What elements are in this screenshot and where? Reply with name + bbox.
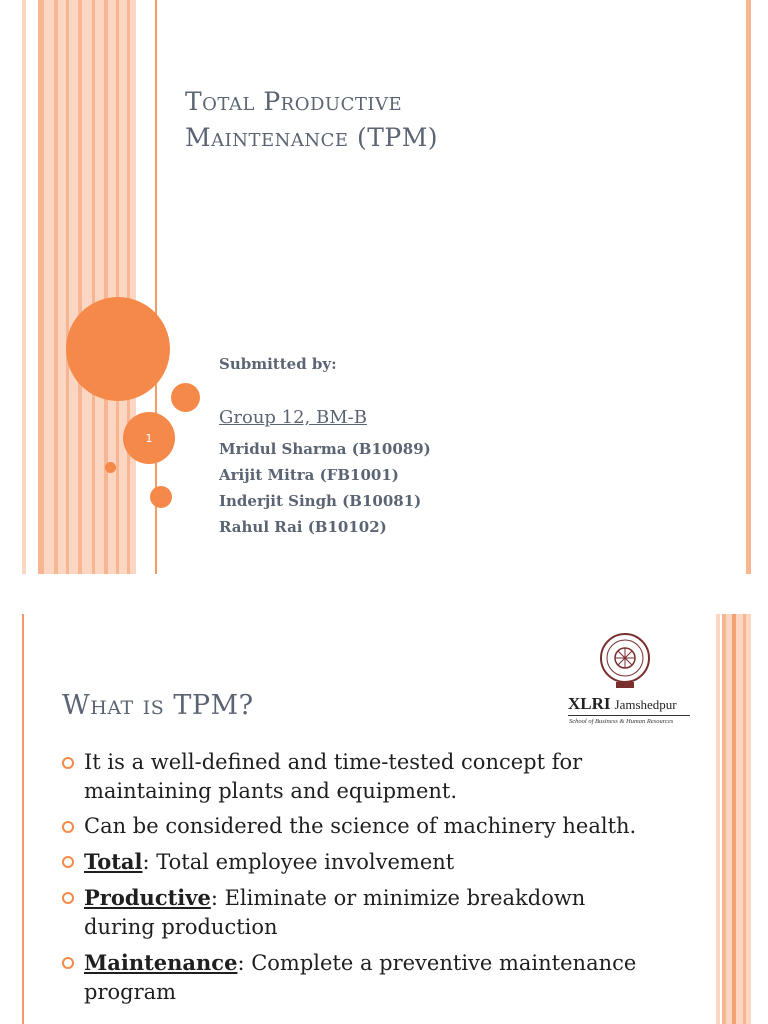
ring-bullet-icon xyxy=(62,856,74,868)
stripe-divider xyxy=(22,614,24,1024)
logo-divider xyxy=(568,715,690,716)
bullet-list xyxy=(62,748,662,1013)
bullet-term: Maintenance xyxy=(84,950,238,975)
member-item: Rahul Rai (B10102) xyxy=(219,518,387,536)
stripe-decoration xyxy=(22,0,26,574)
ring-bullet-icon xyxy=(62,957,74,969)
stripe-decoration xyxy=(95,0,104,574)
logo-wordmark xyxy=(568,694,677,714)
member-item: Arijit Mitra (FB1001) xyxy=(219,466,399,484)
slide-title: What is TPM? xyxy=(62,690,254,721)
list-item xyxy=(62,883,662,942)
stripe-decoration xyxy=(746,614,751,1024)
stripe-decoration xyxy=(44,0,54,574)
submitted-by-label: Submitted by: xyxy=(219,355,337,373)
bullet-term: Productive xyxy=(84,885,211,910)
bullet-term: Total xyxy=(84,849,143,874)
large-circle-decoration xyxy=(66,297,170,401)
stripe-decoration xyxy=(108,0,116,574)
stripe-decoration xyxy=(746,0,751,574)
list-item xyxy=(62,948,662,1007)
xlri-logo xyxy=(566,630,692,730)
member-item: Mridul Sharma (B10089) xyxy=(219,440,431,458)
circle-decoration xyxy=(105,462,116,473)
bullet-text: : Total employee involvement xyxy=(142,850,455,874)
stripe-decoration xyxy=(58,0,66,574)
stripe-decoration xyxy=(82,0,92,574)
member-item: Inderjit Singh (B10081) xyxy=(219,492,422,510)
ring-bullet-icon xyxy=(62,757,74,769)
member-list xyxy=(219,436,431,540)
stripe-decoration xyxy=(130,0,136,574)
stripe-decoration xyxy=(716,614,720,1024)
group-label: Group 12, BM-B xyxy=(219,407,367,428)
content-slide xyxy=(0,614,768,1024)
list-item xyxy=(62,847,662,877)
ring-bullet-icon xyxy=(62,821,74,833)
bullet-text: : Eliminate or minimize breakdown during production xyxy=(84,886,586,939)
list-item xyxy=(62,748,662,806)
ring-bullet-icon xyxy=(62,892,74,904)
slide-title xyxy=(185,84,438,156)
stripe-decoration xyxy=(69,0,78,574)
bullet-text: : Complete a preventive maintenance program xyxy=(84,951,637,1004)
slide-number-badge xyxy=(123,412,175,464)
circle-decoration xyxy=(171,383,200,412)
circle-decoration xyxy=(150,486,172,508)
title-line-2: Maintenance (TPM) xyxy=(185,123,439,152)
logo-city: Jamshedpur xyxy=(614,697,677,712)
stripe-decoration xyxy=(736,614,743,1024)
logo-tagline: School of Business & Human Resources xyxy=(569,718,674,725)
seal-icon xyxy=(599,630,651,690)
bullet-text: Can be considered the science of machinery health. xyxy=(84,814,637,838)
list-item xyxy=(62,812,662,841)
slide-number: 1 xyxy=(145,431,153,445)
bullet-text: It is a well-defined and time-tested concept for maintaining plants and equipment. xyxy=(84,750,583,803)
title-line-1: Total Productive xyxy=(185,87,403,116)
stripe-decoration xyxy=(119,0,127,574)
logo-name: XLRI xyxy=(568,694,611,713)
